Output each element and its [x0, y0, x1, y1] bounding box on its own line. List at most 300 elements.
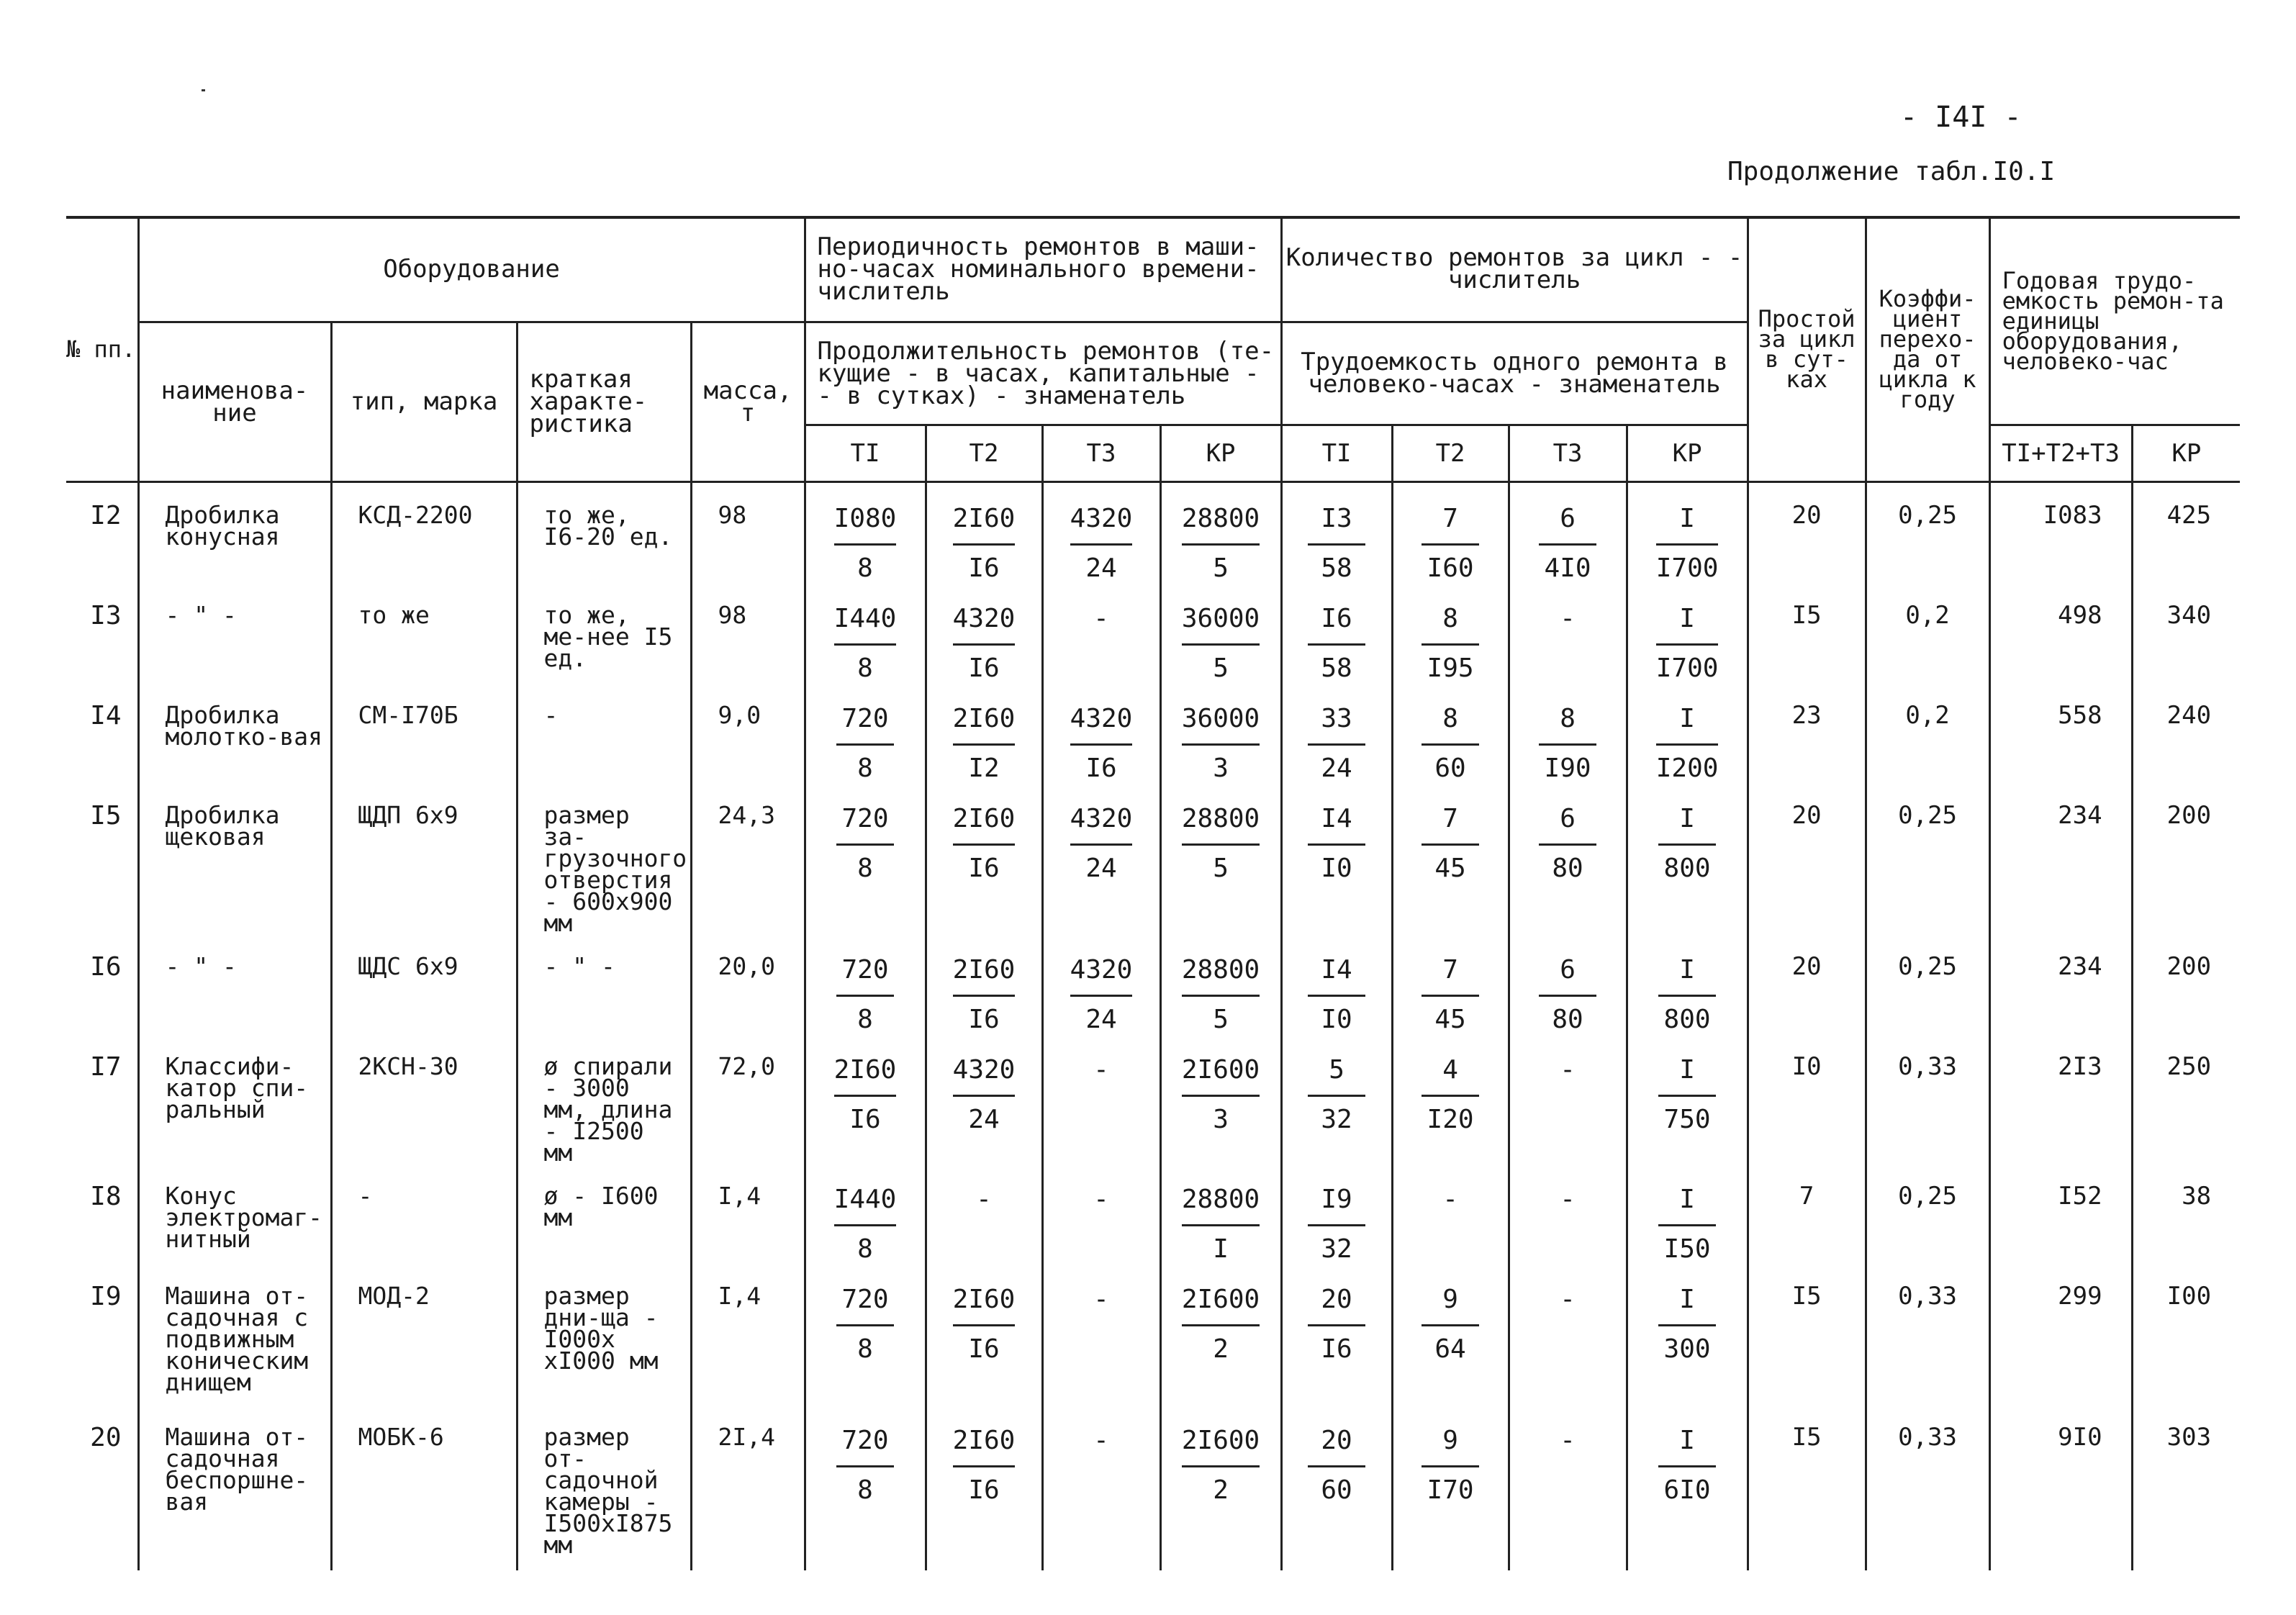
col-q-t2: T2	[1392, 425, 1509, 482]
labor-fraction	[1308, 705, 1365, 783]
labor-numerator: I6	[1308, 605, 1365, 646]
periodicity-0	[805, 482, 926, 584]
periodicity-denominator: I6	[1085, 754, 1117, 783]
equipment-mass: 98	[691, 482, 805, 584]
labor-fraction	[1656, 605, 1719, 683]
periodicity-1	[926, 1164, 1042, 1264]
periodicity-fraction	[834, 605, 897, 683]
periodicity-3	[1160, 583, 1281, 683]
periodicity-denominator: 8	[857, 1475, 873, 1505]
labor-denominator: 800	[1663, 1005, 1711, 1034]
labor-2	[1509, 1405, 1627, 1570]
periodicity-denominator: 3	[1213, 1105, 1229, 1134]
table-row	[66, 683, 2240, 783]
labor-0	[1281, 1405, 1392, 1570]
labor-fraction	[1422, 605, 1479, 683]
equipment-name: - " -	[138, 583, 331, 683]
periodicity-2	[1042, 1034, 1160, 1164]
annual-kr: 38	[2132, 1164, 2240, 1264]
periodicity-2	[1042, 934, 1160, 1034]
periodicity-denominator: 5	[1213, 1005, 1229, 1034]
periodicity-fraction	[834, 1056, 897, 1134]
periodicity-fraction	[1070, 956, 1133, 1034]
labor-numerator: 7	[1422, 505, 1479, 546]
labor-numerator: 7	[1422, 805, 1479, 846]
periodicity-numerator: I440	[834, 1185, 897, 1226]
periodicity-denominator: 5	[1213, 553, 1229, 583]
periodicity-dash: -	[976, 1185, 992, 1214]
annual-kr: 200	[2132, 783, 2240, 934]
labor-0	[1281, 1164, 1392, 1264]
labor-numerator: I	[1658, 805, 1716, 846]
downtime: 7	[1748, 1164, 1866, 1264]
coefficient: 0,25	[1866, 1164, 1989, 1264]
periodicity-fraction	[953, 1426, 1016, 1505]
annual-sum: 9I0	[1989, 1405, 2132, 1570]
labor-numerator: 8	[1422, 705, 1479, 746]
periodicity-3	[1160, 783, 1281, 934]
periodicity-dash: -	[1093, 1426, 1109, 1455]
equipment-type: СМ-I70Б	[331, 683, 517, 783]
equipment-type: 2КСН-30	[331, 1034, 517, 1164]
labor-numerator: I	[1658, 1285, 1716, 1326]
annual-sum: I083	[1989, 482, 2132, 584]
equipment-brief: размер от-садочной камеры - I500хI875 мм	[517, 1405, 691, 1570]
labor-denominator: I700	[1655, 653, 1719, 683]
equipment-brief: -	[517, 683, 691, 783]
annual-kr: 425	[2132, 482, 2240, 584]
periodicity-0	[805, 1034, 926, 1164]
periodicity-denominator: 24	[1085, 854, 1117, 883]
periodicity-numerator: 28800	[1182, 505, 1260, 546]
periodicity-fraction	[953, 505, 1016, 583]
labor-numerator: 20	[1308, 1426, 1365, 1467]
coefficient: 0,2	[1866, 683, 1989, 783]
labor-numerator: I	[1658, 956, 1716, 997]
labor-fraction	[1539, 705, 1596, 783]
periodicity-0	[805, 783, 926, 934]
labor-denominator: 80	[1552, 1005, 1583, 1034]
periodicity-3	[1160, 683, 1281, 783]
labor-0	[1281, 683, 1392, 783]
periodicity-fraction	[953, 705, 1016, 783]
annual-kr: 250	[2132, 1034, 2240, 1164]
periodicity-numerator: 28800	[1182, 805, 1260, 846]
periodicity-numerator: I080	[834, 505, 897, 546]
equipment-brief: то же, ме-нее I5 ед.	[517, 583, 691, 683]
labor-denominator: I95	[1427, 653, 1474, 683]
labor-2	[1509, 482, 1627, 584]
labor-0	[1281, 1034, 1392, 1164]
table-continuation-label: Продолжение табл.I0.I	[1727, 157, 2056, 186]
labor-2	[1509, 934, 1627, 1034]
periodicity-1	[926, 1264, 1042, 1405]
annual-sum: 299	[1989, 1264, 2132, 1405]
labor-denominator: I700	[1655, 553, 1719, 583]
periodicity-denominator: 8	[857, 553, 873, 583]
labor-3	[1627, 1164, 1748, 1264]
labor-denominator: I70	[1427, 1475, 1474, 1505]
periodicity-numerator: 4320	[953, 1056, 1016, 1097]
labor-numerator: I4	[1308, 805, 1365, 846]
labor-denominator: I0	[1321, 854, 1352, 883]
periodicity-numerator: 720	[836, 705, 894, 746]
labor-fraction	[1656, 505, 1719, 583]
col-annual-labor: Годовая трудо-емкость ремон-та единицы оборудования, человеко-час	[1989, 217, 2240, 425]
labor-0	[1281, 934, 1392, 1034]
coefficient: 0,33	[1866, 1034, 1989, 1164]
periodicity-dash: -	[1093, 1285, 1109, 1314]
periodicity-denominator: 5	[1213, 653, 1229, 683]
labor-denominator: I60	[1427, 553, 1474, 583]
periodicity-denominator: 8	[857, 1334, 873, 1364]
downtime: I5	[1748, 1264, 1866, 1405]
periodicity-fraction	[953, 605, 1016, 683]
periodicity-numerator: 2I60	[953, 705, 1016, 746]
labor-fraction	[1422, 956, 1479, 1034]
labor-denominator: I20	[1427, 1105, 1474, 1134]
periodicity-fraction	[1182, 605, 1260, 683]
annual-sum: 234	[1989, 783, 2132, 934]
periodicity-numerator: 720	[836, 1285, 894, 1326]
labor-fraction	[1422, 1285, 1479, 1364]
table-row	[66, 783, 2240, 934]
annual-kr: 340	[2132, 583, 2240, 683]
periodicity-fraction	[1182, 705, 1260, 783]
labor-denominator: I90	[1544, 754, 1591, 783]
labor-fraction	[1658, 1056, 1716, 1134]
periodicity-fraction	[1182, 805, 1260, 883]
labor-numerator: 6	[1539, 805, 1596, 846]
table-row	[66, 1264, 2240, 1405]
labor-fraction	[1308, 505, 1365, 583]
col-duration: Продолжительность ремонтов (те-кущие - в часах, капитальные - - в сутках) - знаменатель	[805, 322, 1281, 425]
col-p-t1: TI	[805, 425, 926, 482]
labor-numerator: 8	[1539, 705, 1596, 746]
equipment-mass: 2I,4	[691, 1405, 805, 1570]
row-number: I2	[66, 482, 138, 584]
labor-numerator: 9	[1422, 1426, 1479, 1467]
labor-denominator: 58	[1321, 653, 1352, 683]
labor-denominator: 64	[1434, 1334, 1466, 1364]
annual-sum: I52	[1989, 1164, 2132, 1264]
labor-numerator: 6	[1539, 505, 1596, 546]
col-type: тип, марка	[331, 322, 517, 482]
labor-2	[1509, 1034, 1627, 1164]
equipment-type: -	[331, 1164, 517, 1264]
labor-1	[1392, 1405, 1509, 1570]
labor-3	[1627, 683, 1748, 783]
periodicity-numerator: 2I60	[953, 505, 1016, 546]
labor-denominator: 45	[1434, 854, 1466, 883]
periodicity-denominator: 24	[1085, 1005, 1117, 1034]
periodicity-numerator: 28800	[1182, 956, 1260, 997]
scan-speck	[202, 89, 205, 91]
labor-denominator: I50	[1663, 1234, 1711, 1264]
periodicity-0	[805, 583, 926, 683]
periodicity-denominator: 24	[1085, 553, 1117, 583]
table-row	[66, 583, 2240, 683]
labor-denominator: 4I0	[1544, 553, 1591, 583]
equipment-mass: 9,0	[691, 683, 805, 783]
equipment-name: Машина от-садочная с подвижным коническим днищем	[138, 1264, 331, 1405]
annual-kr: 240	[2132, 683, 2240, 783]
periodicity-0	[805, 1164, 926, 1264]
labor-2	[1509, 1164, 1627, 1264]
labor-fraction	[1539, 956, 1596, 1034]
periodicity-numerator: 720	[836, 956, 894, 997]
col-q-t1: TI	[1281, 425, 1392, 482]
annual-kr: 303	[2132, 1405, 2240, 1570]
table-row	[66, 934, 2240, 1034]
periodicity-numerator: 2I60	[953, 1426, 1016, 1467]
labor-3	[1627, 1264, 1748, 1405]
equipment-mass: 24,3	[691, 783, 805, 934]
downtime: 20	[1748, 934, 1866, 1034]
periodicity-denominator: I6	[968, 553, 1000, 583]
labor-dash: -	[1560, 1285, 1576, 1314]
periodicity-numerator: 28800	[1182, 1185, 1260, 1226]
periodicity-fraction	[1182, 1426, 1260, 1505]
periodicity-fraction	[836, 805, 894, 883]
table-row	[66, 482, 2240, 584]
periodicity-numerator: 720	[836, 805, 894, 846]
labor-dash: -	[1560, 1426, 1576, 1455]
periodicity-dash: -	[1093, 1055, 1109, 1085]
periodicity-2	[1042, 583, 1160, 683]
periodicity-3	[1160, 1264, 1281, 1405]
labor-fraction	[1308, 1185, 1365, 1264]
periodicity-1	[926, 683, 1042, 783]
periodicity-denominator: I6	[968, 653, 1000, 683]
row-number: 20	[66, 1405, 138, 1570]
labor-2	[1509, 783, 1627, 934]
downtime: I0	[1748, 1034, 1866, 1164]
periodicity-numerator: 2I60	[834, 1056, 897, 1097]
periodicity-denominator: I6	[968, 1475, 1000, 1505]
periodicity-1	[926, 934, 1042, 1034]
labor-0	[1281, 1264, 1392, 1405]
labor-denominator: I0	[1321, 1005, 1352, 1034]
annual-sum: 558	[1989, 683, 2132, 783]
periodicity-1	[926, 482, 1042, 584]
periodicity-fraction	[1182, 956, 1260, 1034]
periodicity-numerator: 2I600	[1182, 1285, 1260, 1326]
periodicity-fraction	[1070, 805, 1133, 883]
labor-fraction	[1658, 1185, 1716, 1264]
equipment-mass: 72,0	[691, 1034, 805, 1164]
labor-3	[1627, 934, 1748, 1034]
labor-3	[1627, 583, 1748, 683]
labor-fraction	[1658, 1285, 1716, 1364]
labor-fraction	[1422, 805, 1479, 883]
periodicity-3	[1160, 934, 1281, 1034]
labor-numerator: 7	[1422, 956, 1479, 997]
equipment-brief: размер за-грузочного отверстия - 600х900 мм	[517, 783, 691, 934]
periodicity-denominator: 2	[1213, 1475, 1229, 1505]
equipment-brief: ø - I600 мм	[517, 1164, 691, 1264]
col-brief: краткая характе-ристика	[517, 322, 691, 482]
col-p-t2: T2	[926, 425, 1042, 482]
labor-numerator: I	[1658, 1185, 1716, 1226]
periodicity-denominator: I6	[968, 854, 1000, 883]
labor-denominator: 80	[1552, 854, 1583, 883]
labor-denominator: 32	[1321, 1234, 1352, 1264]
periodicity-fraction	[836, 705, 894, 783]
equipment-brief: размер дни-ща - I000х хI000 мм	[517, 1264, 691, 1405]
labor-fraction	[1308, 1056, 1365, 1134]
col-sum: TI+T2+T3	[1989, 425, 2132, 482]
periodicity-fraction	[1182, 505, 1260, 583]
col-p-kr: КР	[1160, 425, 1281, 482]
labor-1	[1392, 783, 1509, 934]
periodicity-denominator: 8	[857, 1234, 873, 1264]
labor-3	[1627, 1405, 1748, 1570]
periodicity-3	[1160, 1164, 1281, 1264]
row-number: I3	[66, 583, 138, 683]
annual-kr: I00	[2132, 1264, 2240, 1405]
labor-3	[1627, 482, 1748, 584]
periodicity-numerator: 4320	[1070, 505, 1133, 546]
periodicity-0	[805, 934, 926, 1034]
table-row	[66, 1405, 2240, 1570]
labor-numerator: I9	[1308, 1185, 1365, 1226]
labor-fraction	[1308, 805, 1365, 883]
equipment-name: Дробилка щековая	[138, 783, 331, 934]
col-equipment: Оборудование	[138, 217, 805, 322]
coefficient: 0,33	[1866, 1264, 1989, 1405]
periodicity-2	[1042, 1405, 1160, 1570]
labor-dash: -	[1560, 1055, 1576, 1085]
col-q-kr: КР	[1627, 425, 1748, 482]
annual-kr: 200	[2132, 934, 2240, 1034]
equipment-mass: 20,0	[691, 934, 805, 1034]
col-labor: Трудоемкость одного ремонта в человеко-часах - знаменатель	[1281, 322, 1748, 425]
periodicity-2	[1042, 1164, 1160, 1264]
col-coefficient: Коэффи-циент перехо-да от цикла к году	[1866, 217, 1989, 482]
labor-numerator: 33	[1308, 705, 1365, 746]
labor-numerator: I3	[1308, 505, 1365, 546]
periodicity-denominator: I6	[849, 1105, 881, 1134]
labor-0	[1281, 783, 1392, 934]
periodicity-denominator: 2	[1213, 1334, 1229, 1364]
equipment-name: Дробилка молотко-вая	[138, 683, 331, 783]
periodicity-3	[1160, 1405, 1281, 1570]
periodicity-fraction	[836, 956, 894, 1034]
periodicity-numerator: 2I600	[1182, 1056, 1260, 1097]
labor-fraction	[1658, 956, 1716, 1034]
equipment-brief: то же, I6-20 ед.	[517, 482, 691, 584]
labor-numerator: 4	[1422, 1056, 1479, 1097]
labor-numerator: 20	[1308, 1285, 1365, 1326]
periodicity-2	[1042, 683, 1160, 783]
labor-fraction	[1658, 1426, 1716, 1505]
coefficient: 0,25	[1866, 482, 1989, 584]
col-mass: масса, т	[691, 322, 805, 482]
labor-fraction	[1422, 1426, 1479, 1505]
periodicity-1	[926, 1034, 1042, 1164]
periodicity-denominator: I	[1213, 1234, 1229, 1264]
downtime: 20	[1748, 783, 1866, 934]
equipment-name: - " -	[138, 934, 331, 1034]
labor-1	[1392, 1264, 1509, 1405]
labor-numerator: I	[1656, 605, 1719, 646]
labor-fraction	[1308, 605, 1365, 683]
labor-1	[1392, 683, 1509, 783]
col-kr: КР	[2132, 425, 2240, 482]
labor-fraction	[1422, 705, 1479, 783]
coefficient: 0,25	[1866, 934, 1989, 1034]
periodicity-1	[926, 783, 1042, 934]
periodicity-fraction	[1182, 1185, 1260, 1264]
periodicity-numerator: 4320	[953, 605, 1016, 646]
labor-denominator: 24	[1321, 754, 1352, 783]
labor-fraction	[1422, 505, 1479, 583]
equipment-type: МОД-2	[331, 1264, 517, 1405]
labor-2	[1509, 1264, 1627, 1405]
labor-numerator: 8	[1422, 605, 1479, 646]
periodicity-1	[926, 583, 1042, 683]
equipment-brief: - " -	[517, 934, 691, 1034]
labor-0	[1281, 482, 1392, 584]
periodicity-numerator: 2I60	[953, 805, 1016, 846]
equipment-mass: 98	[691, 583, 805, 683]
periodicity-fraction	[953, 805, 1016, 883]
labor-denominator: 750	[1663, 1105, 1711, 1134]
labor-3	[1627, 783, 1748, 934]
periodicity-fraction	[1182, 1285, 1260, 1364]
labor-dash: -	[1442, 1185, 1458, 1214]
labor-fraction	[1308, 1285, 1365, 1364]
labor-1	[1392, 583, 1509, 683]
labor-denominator: 45	[1434, 1005, 1466, 1034]
equipment-name: Классифи-катор спи-ральный	[138, 1034, 331, 1164]
row-number: I7	[66, 1034, 138, 1164]
equipment-type: то же	[331, 583, 517, 683]
labor-2	[1509, 683, 1627, 783]
labor-fraction	[1422, 1056, 1479, 1134]
equipment-name: Машина от-садочная беспоршне-вая	[138, 1405, 331, 1570]
col-p-t3: T3	[1042, 425, 1160, 482]
labor-numerator: 9	[1422, 1285, 1479, 1326]
row-number: I5	[66, 783, 138, 934]
labor-0	[1281, 583, 1392, 683]
periodicity-denominator: 8	[857, 754, 873, 783]
equipment-mass: I,4	[691, 1264, 805, 1405]
downtime: I5	[1748, 583, 1866, 683]
equipment-type: КСД-2200	[331, 482, 517, 584]
labor-fraction	[1658, 805, 1716, 883]
periodicity-numerator: 2I60	[953, 956, 1016, 997]
periodicity-fraction	[1182, 1056, 1260, 1134]
col-no: № пп.	[66, 217, 138, 482]
periodicity-2	[1042, 1264, 1160, 1405]
periodicity-denominator: I6	[968, 1005, 1000, 1034]
coefficient: 0,33	[1866, 1405, 1989, 1570]
downtime: I5	[1748, 1405, 1866, 1570]
labor-1	[1392, 1034, 1509, 1164]
labor-1	[1392, 934, 1509, 1034]
periodicity-numerator: 2I60	[953, 1285, 1016, 1326]
labor-denominator: 60	[1434, 754, 1466, 783]
periodicity-numerator: 36000	[1182, 705, 1260, 746]
labor-numerator: I	[1658, 1426, 1716, 1467]
row-number: I4	[66, 683, 138, 783]
periodicity-fraction	[953, 956, 1016, 1034]
downtime: 20	[1748, 482, 1866, 584]
periodicity-fraction	[953, 1285, 1016, 1364]
periodicity-numerator: 4320	[1070, 705, 1133, 746]
